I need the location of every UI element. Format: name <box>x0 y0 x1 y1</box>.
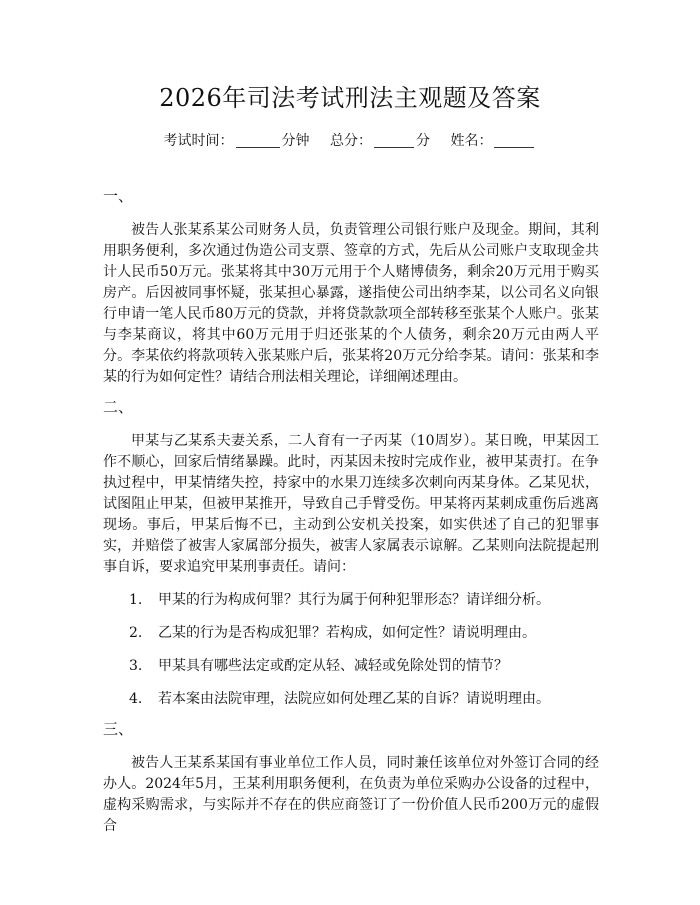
question-number: 4. <box>129 691 143 707</box>
question-item <box>103 623 599 644</box>
section-paragraph: 甲某与乙某系夫妻关系，二人育有一子丙某（10周岁）。某日晚，甲某因工作不顺心，回家后情绪暴躁。此时，丙某因未按时完成作业，被甲某责打。在争执过程中，甲某情绪失控，持家中的水果刀连续多次刺向丙某身体。乙某见状，试图阻止甲某，但被甲某推开，导致自己手臂受伤。甲某将丙某刺成重伤后逃离现场。事后，甲某后悔不已，主动到公安机关投案，如实供述了自己的犯罪事实，并赔偿了被害人家属部分损失，被害人家属表示谅解。乙某则向法院提起刑事自诉，要求追究甲某刑事责任。请问： <box>103 433 599 575</box>
exam-time-label: 考试时间： <box>163 133 234 149</box>
question-number: 2. <box>129 625 143 641</box>
total-score-label: 总分： <box>330 133 372 149</box>
question-text: 甲某具有哪些法定或酌定从轻、减轻或免除处罚的情节？ <box>158 658 508 674</box>
total-score-unit: 分 <box>416 133 430 149</box>
page-title: 2026年司法考试刑法主观题及答案 <box>159 84 541 112</box>
name-field <box>450 133 536 149</box>
document-body <box>103 186 599 837</box>
name-blank <box>494 133 534 148</box>
question-number: 1. <box>129 592 143 608</box>
exam-time-unit: 分钟 <box>281 133 310 149</box>
name-label: 姓名： <box>450 133 493 149</box>
question-text: 甲某的行为构成何罪？其行为属于何种犯罪形态？请详细分析。 <box>158 592 550 608</box>
section-2 <box>103 397 599 710</box>
total-score-blank <box>374 133 414 148</box>
section-1 <box>103 186 599 388</box>
exam-info-line <box>0 131 700 151</box>
question-item <box>103 590 599 611</box>
question-item <box>103 689 599 710</box>
exam-time-field <box>164 133 310 149</box>
question-list <box>103 590 599 710</box>
section-paragraph: 被告人张某系某公司财务人员，负责管理公司银行账户及现金。期间，其利用职务便利，多次通过伪造公司支票、签章的方式，先后从公司账户支取现金共计人民币50万元。张某将其中30万元用于个人赌博债务，剩余20万元用于购买房产。后因被同事怀疑，张某担心暴露，遂指使公司出纳李某，以公司名义向银行申请一笔人民币80万元的贷款，并将贷款款项全部转移至张某个人账户。张某与李某商议，将其中60万元用于归还张某的个人债务，剩余20万元由两人平分。李某依约将款项转入张某账户后，张某将20万元分给李某。请问：张某和李某的行为如何定性？请结合刑法相关理论，详细阐述理由。 <box>103 222 599 385</box>
question-item <box>103 656 599 677</box>
section-heading: 三、 <box>103 720 134 738</box>
section-3 <box>103 719 599 837</box>
question-number: 3. <box>129 658 143 674</box>
question-text: 若本案由法院审理，法院应如何处理乙某的自诉？请说明理由。 <box>158 691 550 707</box>
section-heading: 一、 <box>103 187 134 205</box>
section-heading: 二、 <box>103 398 134 416</box>
section-paragraph: 被告人王某系某国有事业单位工作人员，同时兼任该单位对外签订合同的经办人。2024年5月，王某利用职务便利，在负责为单位采购办公设备的过程中，虚构采购需求，与实际并不存在的供应商签订了一份价值人民币200万元的虚假合 <box>103 755 599 834</box>
question-text: 乙某的行为是否构成犯罪？若构成，如何定性？请说明理由。 <box>158 625 536 641</box>
exam-time-blank <box>236 133 280 148</box>
total-score-field <box>330 133 430 149</box>
